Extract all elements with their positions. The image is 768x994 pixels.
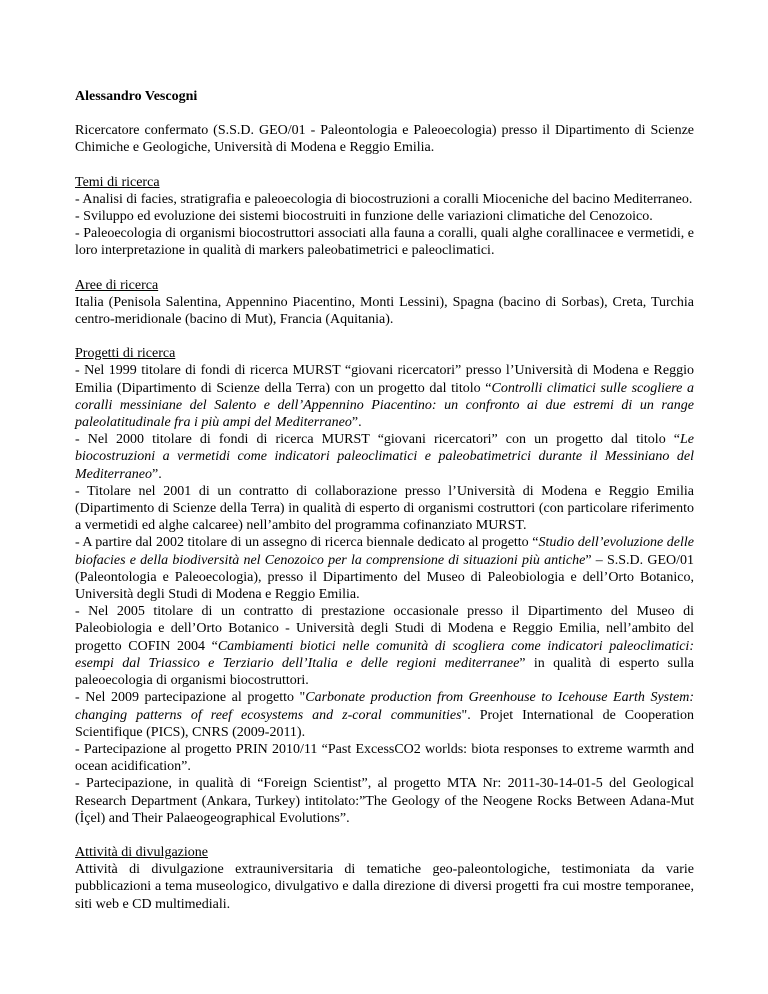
progetto-item	[75, 534, 694, 603]
progetto-item: - Titolare nel 2001 di un contratto di collaborazione presso l’Università di Modena e Reggio Emilia (Dipartimento di Scienze della Terra) in qualità di esperto di organismi costruttori (con particolare riferimento a vermetidi ed alghe calcaree) nell’ambito del programma cofinanziato MURST.	[75, 483, 694, 534]
section-heading-aree: Aree di ricerca	[75, 277, 159, 293]
progetto-title: Cambiamenti biotici nelle comunità di scogliera come indicatori paleoclimatici: esempi dal Triassico e Terziario dell’Italia e delle regioni mediterranee	[75, 638, 694, 671]
progetto-text: - Nel 1999 titolare di fondi di ricerca MURST “giovani ricercatori” presso l’Università di Modena e Reggio Emilia (Dipartimento di Scienze della Terra) con un progetto dal titolo “	[75, 363, 694, 396]
progetto-text: ” in qualità di esperto sulla paleoecologia di organismi biocostruttori.	[75, 655, 695, 689]
progetto-text: ”.	[151, 466, 162, 482]
progetto-text: - Nel 2000 titolare di fondi di ricerca MURST “giovani ricercatori” con un progetto dal titolo “	[75, 432, 680, 448]
progetto-item	[75, 689, 694, 741]
progetto-text: ". Projet International de Cooperation Scientifique (PICS), CNRS (2009-2011).	[75, 707, 694, 740]
progetto-text: - A partire dal 2002 titolare di un assegno di ricerca biennale dedicato al progetto “	[75, 535, 539, 551]
progetto-title: Studio dell’evoluzione delle biofacies e della biodiversità nel Cenozoico per la comprensione di situazioni più antiche	[75, 535, 695, 568]
section-aree	[75, 277, 694, 329]
section-heading-temi: Temi di ricerca	[75, 174, 160, 190]
section-heading-progetti: Progetti di ricerca	[75, 346, 176, 362]
temi-item: - Paleoecologia di organismi biocostruttori associati alla fauna a coralli, quali alghe corallinacee e vermetidi, e loro interpretazione in qualità di markers paleobatimetrici e paleoclimatici.	[75, 226, 694, 259]
section-temi	[75, 174, 694, 260]
progetto-item: - Partecipazione, in qualità di “Foreign Scientist”, al progetto MTA Nr: 2011-30-14-01-5 del Geological Research Department (Ankara, Turkey) intitolato:”The Geology of the Neogene Rocks Between Adana-Mut (İçel) and Their Palaeogeographical Evolutions”.	[75, 776, 694, 826]
progetto-title: Controlli climatici sulle scogliere a coralli messiniane del Salento e dell’Appennino Piacentino: un confronto ai due estremi di un range paleolatitudinale fra i più ampi del Mediterraneo	[75, 380, 694, 431]
progetto-item	[75, 431, 694, 483]
progetto-text: - Nel 2009 partecipazione al progetto "	[75, 690, 306, 706]
section-progetti	[75, 345, 694, 827]
document-page	[75, 88, 694, 930]
progetto-title: Le biocostruzioni a vermetidi come indicatori paleoclimatici e paleobatimetrici durante il Messiniano del Mediterraneo	[75, 432, 694, 482]
aree-text: Italia (Penisola Salentina, Appennino Piacentino, Monti Lessini), Spagna (bacino di Sorbas), Creta, Turchia centro-meridionale (bacino di Mut), Francia (Aquitania).	[75, 294, 694, 328]
progetto-item	[75, 362, 694, 431]
temi-item: - Sviluppo ed evoluzione dei sistemi biocostruiti in funzione delle variazioni climatiche del Cenozoico.	[75, 209, 653, 225]
progetto-text: - Nel 2005 titolare di un contratto di prestazione occasionale presso il Dipartimento del Museo di Paleobiologia e dell’Orto Botanico - Università degli Studi di Modena e Reggio Emilia, nell’ambito del progetto COFIN 2004 “	[75, 604, 694, 654]
progetto-item: - Partecipazione al progetto PRIN 2010/11 “Past ExcessCO2 worlds: biota responses to extreme warmth and ocean acidification”.	[75, 741, 694, 775]
progetto-text: ” – S.S.D. GEO/01 (Paleontologia e Paleoecologia), presso il Dipartimento del Museo di Paleobiologia e dell’Orto Botanico, Università degli Studi di Modena e Reggio Emilia.	[75, 552, 695, 603]
author-name: Alessandro Vescogni	[75, 89, 198, 104]
section-divulgazione	[75, 844, 694, 913]
progetto-text: ”.	[351, 415, 362, 431]
section-heading-divulgazione: Attività di divulgazione	[75, 844, 208, 860]
intro-paragraph: Ricercatore confermato (S.S.D. GEO/01 - Paleontologia e Paleoecologia) presso il Dipartimento di Scienze Chimiche e Geologiche, Università di Modena e Reggio Emilia.	[75, 123, 694, 156]
temi-item: - Analisi di facies, stratigrafia e paleoecologia di biocostruzioni a coralli Mioceniche del bacino Mediterraneo.	[75, 191, 693, 207]
progetto-title: Carbonate production from Greenhouse to Icehouse Earth System: changing patterns of reef ecosystems and z-coral communities	[75, 690, 694, 723]
progetto-item	[75, 603, 694, 689]
divulgazione-text: Attività di divulgazione extrauniversitaria di tematiche geo-paleontologiche, testimoniata da varie pubblicazioni a tema museologico, divulgativo e dalla direzione di diversi progetti fra cui mostre temporanee, siti web e CD multimediali.	[75, 862, 694, 912]
